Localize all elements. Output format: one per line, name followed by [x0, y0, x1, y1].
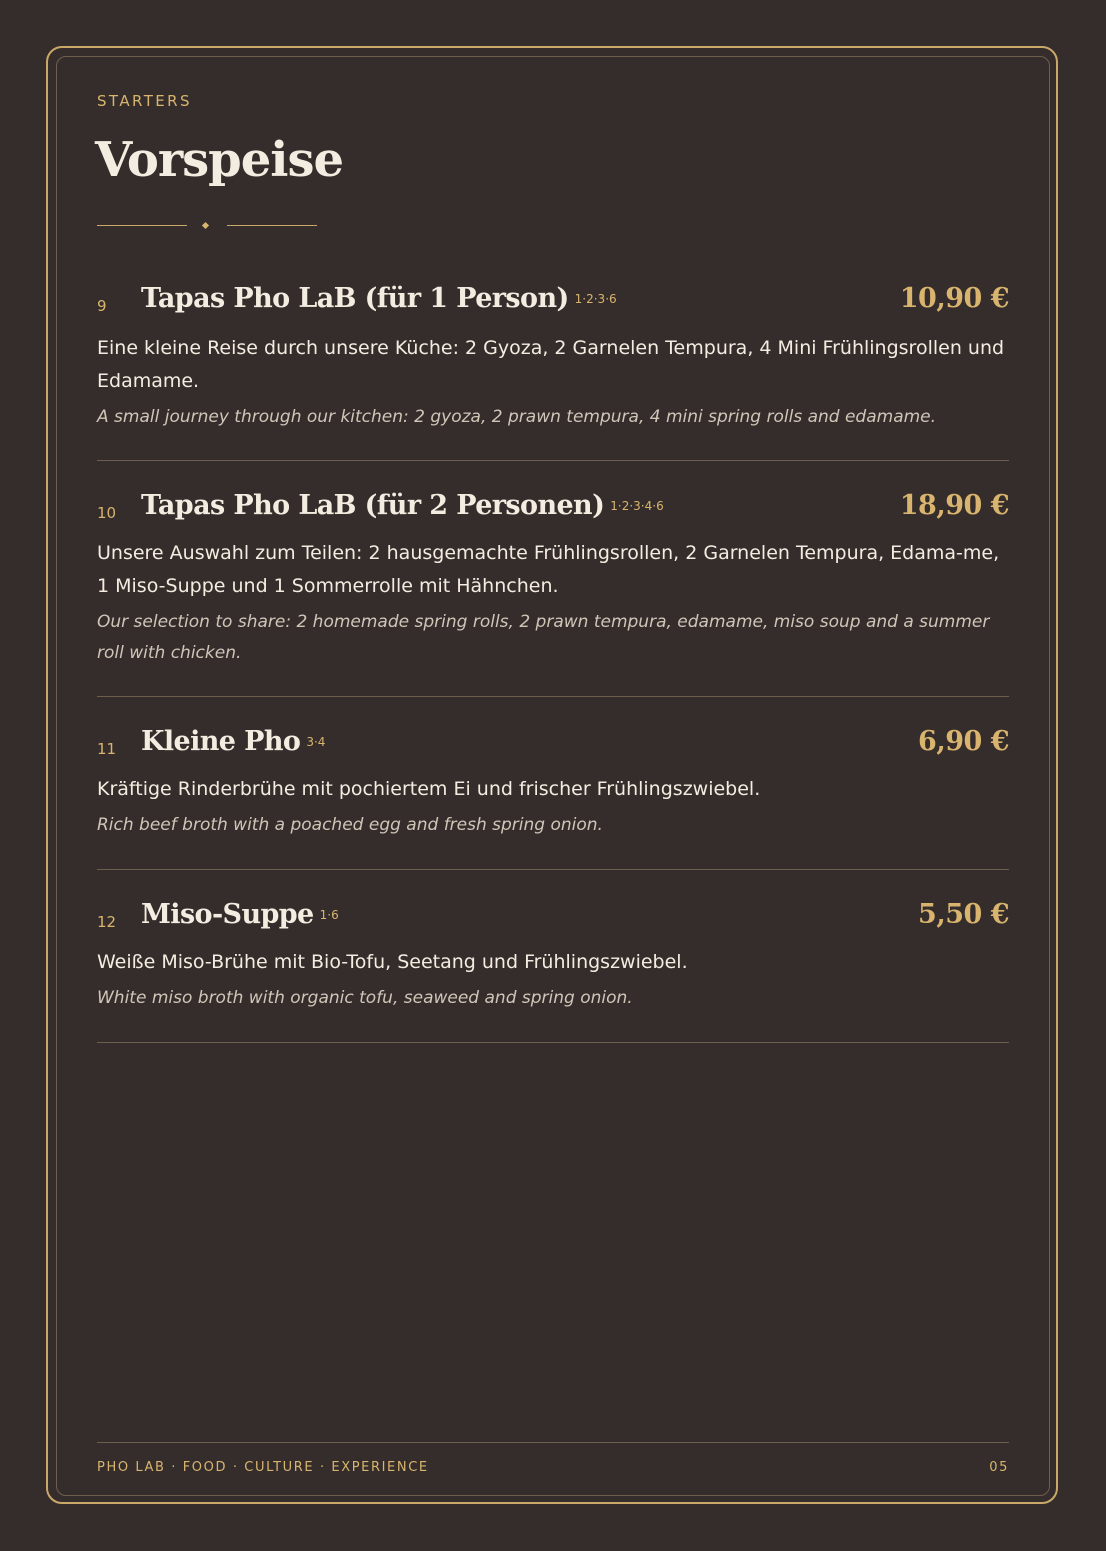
footer-divider: [97, 1442, 1009, 1443]
menu-item-description-de: Weiße Miso-Brühe mit Bio-Tofu, Seetang und Frühlingszwiebel.: [97, 951, 688, 973]
menu-item-description-en: Rich beef broth with a poached egg and fresh spring onion.: [97, 815, 603, 835]
footer-tagline: PHO LAB · FOOD · CULTURE · EXPERIENCE: [97, 1460, 429, 1475]
menu-item-header: [97, 283, 1009, 323]
item-divider: [97, 1042, 1009, 1043]
menu-item-allergens: 1·2·3·4·6: [610, 499, 664, 513]
menu-item-number: 10: [97, 504, 117, 522]
menu-item-title: [141, 726, 325, 757]
menu-item-description-de: Unsere Auswahl zum Teilen: 2 hausgemachte Frühlingsrollen, 2 Garnelen Tempura, Edama-me, 1 Miso-Suppe und 1 Sommerrolle mit Hähnchen.: [97, 542, 1000, 597]
menu-item-title: [141, 899, 339, 930]
item-divider: [97, 460, 1009, 461]
menu-item-title: [141, 490, 664, 521]
menu-item-description-en: White miso broth with organic tofu, seaweed and spring onion.: [97, 988, 633, 1008]
menu-item: [97, 490, 1009, 669]
menu-item-price: 5,50 €: [918, 899, 1009, 930]
menu-item-number: 9: [97, 297, 107, 315]
menu-item-allergens: 1·6: [319, 908, 339, 922]
menu-item-price: 10,90 €: [899, 283, 1009, 314]
menu-item-number: 11: [97, 740, 117, 758]
menu-item-name: Miso-Suppe: [141, 899, 314, 930]
menu-item-header: [97, 726, 1009, 766]
menu-item-header: [97, 490, 1009, 530]
item-divider: [97, 869, 1009, 870]
menu-item-description-en: A small journey through our kitchen: 2 gyoza, 2 prawn tempura, 4 mini spring rolls and edamame.: [97, 407, 937, 427]
menu-item-allergens: 1·2·3·6: [574, 292, 617, 306]
menu-item-price: 6,90 €: [918, 726, 1009, 757]
section-eyebrow: STARTERS: [97, 92, 192, 110]
menu-item: [97, 726, 1009, 841]
menu-item-header: [97, 899, 1009, 939]
ornament-line-left: [97, 225, 187, 226]
menu-item-number: 12: [97, 913, 117, 931]
menu-item-allergens: 3·4: [306, 735, 326, 749]
page-number: 05: [989, 1460, 1009, 1475]
page-title: Vorspeise: [95, 132, 344, 188]
menu-item: [97, 899, 1009, 1014]
title-ornament: [97, 218, 317, 234]
ornament-line-right: [227, 225, 317, 226]
menu-item-description-de: Eine kleine Reise durch unsere Küche: 2 Gyoza, 2 Garnelen Tempura, 4 Mini Frühlingsrollen und Edamame.: [97, 337, 1005, 392]
menu-item-description-de: Kräftige Rinderbrühe mit pochiertem Ei und frischer Frühlingszwiebel.: [97, 778, 761, 800]
item-divider: [97, 696, 1009, 697]
menu-item-price: 18,90 €: [899, 490, 1009, 521]
menu-item-name: Tapas Pho LaB (für 2 Personen): [141, 490, 605, 521]
menu-item: [97, 283, 1009, 433]
menu-item-name: Kleine Pho: [141, 726, 301, 757]
menu-item-description-en: Our selection to share: 2 homemade spring rolls, 2 prawn tempura, edamame, miso soup and a summer roll with chicken.: [97, 612, 990, 663]
menu-item-name: Tapas Pho LaB (für 1 Person): [141, 283, 569, 314]
menu-item-title: [141, 283, 617, 314]
diamond-icon: [202, 222, 209, 229]
